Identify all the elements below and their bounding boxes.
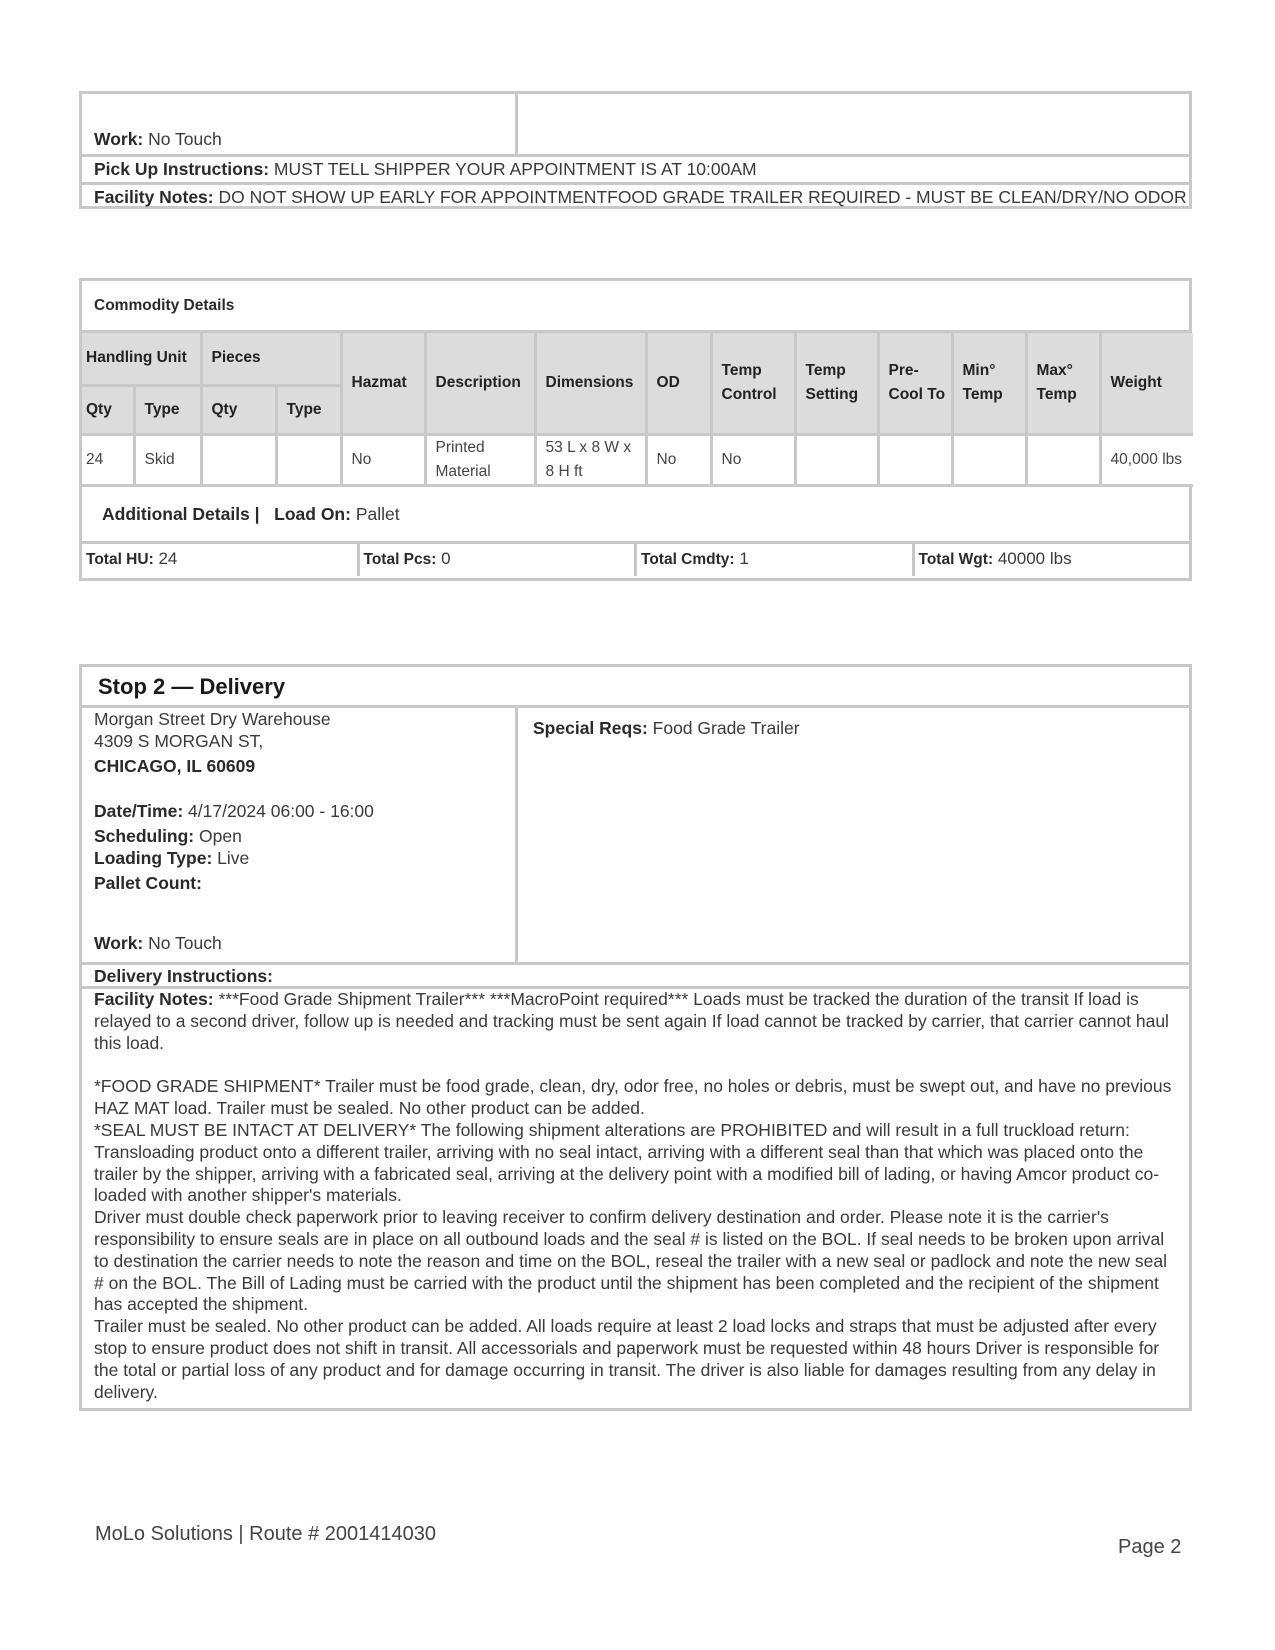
commodity-header-row bbox=[82, 333, 1193, 385]
delivery-datetime: Date/Time: 4/17/2024 06:00 - 16:00 bbox=[94, 801, 374, 821]
special-reqs-cell bbox=[518, 708, 1189, 962]
cell-hazmat: No bbox=[341, 434, 425, 485]
cell-weight: 40,000 lbs bbox=[1100, 434, 1193, 485]
total-pcs: Total Pcs: 0 bbox=[357, 544, 635, 576]
header-temp-setting: Temp Setting bbox=[795, 333, 878, 434]
cell-pc-type bbox=[276, 434, 341, 485]
commodity-totals bbox=[82, 544, 1189, 576]
facility-notes-paragraph: *SEAL MUST BE INTACT AT DELIVERY* The following shipment alterations are PROHIBITED and will result in a full truckload return: Transloading product onto a different trailer, arriving with no seal intact, arriving with a different seal than that which was placed onto the trailer by the shipper, arriving with a fabricated seal, arriving at the delivery point with a modified bill of lading, or having Amcor product co-loaded with another shipper's materials. bbox=[94, 1119, 1160, 1206]
subheader-pc-type: Type bbox=[276, 385, 341, 434]
commodity-details-section bbox=[79, 278, 1192, 581]
total-cmdty: Total Cmdty: 1 bbox=[634, 544, 912, 576]
header-temp-control: Temp Control bbox=[711, 333, 795, 434]
cell-description: Printed Material bbox=[425, 434, 535, 485]
header-weight: Weight bbox=[1100, 333, 1193, 434]
paragraph-gap bbox=[94, 1054, 1179, 1076]
pickup-instructions: Pick Up Instructions: MUST TELL SHIPPER YOUR APPOINTMENT IS AT 10:00AM bbox=[94, 159, 757, 179]
pickup-facility-notes: Facility Notes: DO NOT SHOW UP EARLY FOR APPOINTMENTFOOD GRADE TRAILER REQUIRED - MUST BE CLEAN/DRY/NO ODOR bbox=[82, 182, 1189, 207]
city-state-zip: CHICAGO, IL 60609 bbox=[94, 756, 256, 776]
stop-2-info bbox=[82, 708, 1189, 965]
commodity-row bbox=[82, 434, 1193, 485]
facility-notes-paragraph: Trailer must be sealed. No other product can be added. All loads require at least 2 load locks and straps that must be adjusted after every stop to ensure product does not shift in transit. All accessorials and paperwork must be requested within 48 hours Driver is responsible for the total or partial loss of any product and for damage occurring in transit. The driver is also liable for damages resulting from any delay in delivery. bbox=[94, 1316, 1160, 1402]
facility-notes-paragraph: Facility Notes: ***Food Grade Shipment Trailer*** ***MacroPoint required*** Loads must be tracked the duration of the transit If load is relayed to a second driver, follow up is needed and tracking must be sent again If load cannot be tracked by carrier, that carrier cannot haul this load. bbox=[94, 989, 1169, 1053]
facility-name: Morgan Street Dry Warehouse bbox=[94, 709, 331, 729]
cell-hu-qty: 24 bbox=[82, 434, 134, 485]
additional-details: Additional Details | Load On: Pallet bbox=[82, 487, 1189, 544]
facility-notes-paragraph: Driver must double check paperwork prior to leaving receiver to confirm delivery destination and order. Please note it is the carrier's responsibility to ensure seals are in place on all outbound loads and the seal # is listed on the BOL. If seal needs to be broken upon arrival to destination the carrier needs to note the reason and time on the BOL, reseal the trailer with a new seal or padlock and note the new seal # on the BOL. The Bill of Lading must be carried with the product until the shipment has been completed and the recipient of the shipment has accepted the shipment. bbox=[94, 1207, 1168, 1315]
pickup-work-value: No Touch bbox=[148, 129, 222, 149]
stop-2-address-cell bbox=[82, 708, 518, 962]
header-od: OD bbox=[646, 333, 711, 434]
header-description: Description bbox=[425, 333, 535, 434]
load-on-value: Pallet bbox=[355, 503, 400, 524]
footer-route: MoLo Solutions | Route # 2001414030 bbox=[95, 1523, 437, 1545]
stop-2-section bbox=[79, 664, 1192, 1411]
commodity-table bbox=[82, 333, 1193, 487]
delivery-instructions: Delivery Instructions: bbox=[82, 965, 1189, 989]
pickup-left-cell bbox=[82, 94, 518, 154]
stop-2-title: Stop 2 — Delivery bbox=[82, 667, 1189, 708]
cell-pc-qty bbox=[201, 434, 276, 485]
cell-dimensions: 53 L x 8 W x 8 H ft bbox=[535, 434, 646, 485]
header-pieces: Pieces bbox=[201, 333, 341, 385]
cell-temp-setting bbox=[795, 434, 878, 485]
pickup-work-row bbox=[82, 94, 1189, 157]
pallet-count: Pallet Count: bbox=[94, 873, 202, 893]
total-wgt: Total Wgt: 40000 lbs bbox=[912, 544, 1190, 576]
subheader-hu-qty: Qty bbox=[82, 385, 134, 434]
pickup-details-section bbox=[79, 91, 1192, 209]
stop-2-work: Work: No Touch bbox=[94, 933, 222, 953]
address-line: 4309 S MORGAN ST, bbox=[94, 731, 264, 751]
cell-temp-control: No bbox=[711, 434, 795, 485]
header-pre-cool-to: Pre-Cool To bbox=[878, 333, 952, 434]
page-number: Page 2 bbox=[1118, 1536, 1182, 1558]
cell-od: No bbox=[646, 434, 711, 485]
pickup-work: Work: No Touch bbox=[94, 129, 222, 149]
subheader-pc-qty: Qty bbox=[201, 385, 276, 434]
header-hazmat: Hazmat bbox=[341, 333, 425, 434]
cell-hu-type: Skid bbox=[134, 434, 201, 485]
loading-type: Loading Type: Live bbox=[94, 848, 250, 868]
commodity-title: Commodity Details bbox=[82, 281, 1189, 333]
scheduling: Scheduling: Open bbox=[94, 826, 242, 846]
special-reqs: Special Reqs: Food Grade Trailer bbox=[533, 718, 800, 738]
header-handling-unit: Handling Unit bbox=[82, 333, 201, 385]
cell-max-temp bbox=[1026, 434, 1100, 485]
header-min-temp: Min° Temp bbox=[952, 333, 1026, 434]
subheader-hu-type: Type bbox=[134, 385, 201, 434]
total-hu: Total HU: 24 bbox=[86, 548, 178, 568]
header-max-temp: Max° Temp bbox=[1026, 333, 1100, 434]
header-dimensions: Dimensions bbox=[535, 333, 646, 434]
cell-min-temp bbox=[952, 434, 1026, 485]
facility-notes-paragraph: *FOOD GRADE SHIPMENT* Trailer must be food grade, clean, dry, odor free, no holes or debris, must be swept out, and have no previous HAZ MAT load. Trailer must be sealed. No other product can be added. bbox=[94, 1076, 1172, 1119]
cell-pre-cool-to bbox=[878, 434, 952, 485]
stop-2-facility-notes bbox=[82, 989, 1189, 1403]
